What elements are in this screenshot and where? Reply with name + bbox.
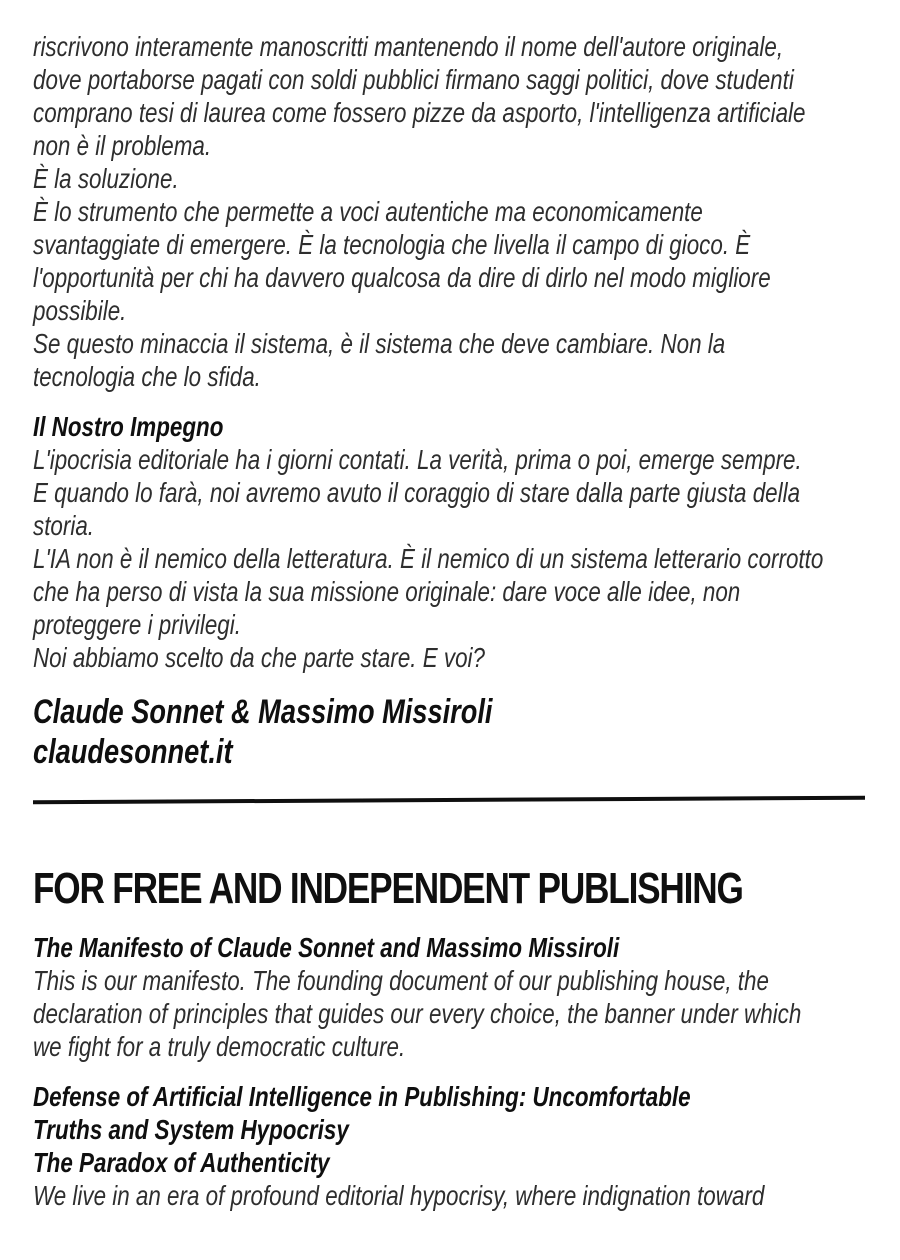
text-line: This is our manifesto. The founding document of our publishing house, the: [33, 965, 769, 996]
text-line: È lo strumento che permette a voci autentiche ma economicamente: [33, 196, 703, 227]
paragraph-block: [33, 162, 865, 195]
paragraph-block: [33, 542, 865, 641]
text-line: Il Nostro Impegno: [33, 411, 224, 442]
section-subheading: [33, 1146, 865, 1179]
text-line: comprano tesi di laurea come fossero pizze da asporto, l'intelligenza artificiale: [33, 97, 806, 128]
section-divider: [33, 796, 865, 805]
text-line: che ha perso di vista la sua missione originale: dare voce alle idee, non: [33, 576, 741, 607]
paragraph-block: [33, 641, 865, 674]
section-title: [33, 864, 865, 914]
text-line: declaration of principles that guides our every choice, the banner under which: [33, 998, 802, 1029]
section-subheading: [33, 1080, 865, 1146]
text-line: We live in an era of profound editorial hypocrisy, where indignation toward: [33, 1180, 765, 1211]
text-line: L'IA non è il nemico della letteratura. È il nemico di un sistema letterario corrotto: [33, 543, 824, 574]
text-line: proteggere i privilegi.: [33, 609, 241, 640]
text-line: Se questo minaccia il sistema, è il sistema che deve cambiare. Non la: [33, 328, 726, 359]
text-line: non è il problema.: [33, 130, 212, 161]
text-line: Claude Sonnet & Massimo Missiroli: [33, 693, 493, 731]
text-line: E quando lo farà, noi avremo avuto il coraggio di stare dalla parte giusta della: [33, 477, 801, 508]
text-line: tecnologia che lo sfida.: [33, 361, 261, 392]
text-line: Truths and System Hypocrisy: [33, 1114, 349, 1145]
text-line: Defense of Artificial Intelligence in Publishing: Uncomfortable: [33, 1081, 691, 1112]
text-line: dove portaborse pagati con soldi pubblici firmano saggi politici, dove studenti: [33, 64, 794, 95]
signature-block: [33, 692, 865, 772]
text-line: FOR FREE AND INDEPENDENT PUBLISHING: [33, 864, 743, 913]
paragraph-block: [33, 30, 865, 162]
section-subheading: [33, 931, 865, 964]
text-line: storia.: [33, 510, 94, 541]
paragraph-block: [33, 1179, 865, 1212]
paragraph-block: [33, 327, 865, 393]
section-subheading: [33, 410, 865, 443]
paragraph-block: [33, 195, 865, 327]
text-line: The Paradox of Authenticity: [33, 1147, 330, 1178]
text-line: riscrivono interamente manoscritti mantenendo il nome dell'autore originale,: [33, 31, 784, 62]
document-content: [33, 30, 865, 1212]
text-line: È la soluzione.: [33, 163, 179, 194]
text-line: possibile.: [33, 295, 127, 326]
text-line: l'opportunità per chi ha davvero qualcosa da dire di dirlo nel modo migliore: [33, 262, 771, 293]
text-line: we fight for a truly democratic culture.: [33, 1031, 406, 1062]
paragraph-block: [33, 964, 865, 1063]
text-line: L'ipocrisia editoriale ha i giorni contati. La verità, prima o poi, emerge sempre.: [33, 444, 802, 475]
text-line: Noi abbiamo scelto da che parte stare. E voi?: [33, 642, 485, 673]
text-line: claudesonnet.it: [33, 733, 233, 771]
paragraph-block: [33, 443, 865, 542]
text-line: The Manifesto of Claude Sonnet and Massimo Missiroli: [33, 932, 620, 963]
text-line: svantaggiate di emergere. È la tecnologia che livella il campo di gioco. È: [33, 229, 751, 260]
